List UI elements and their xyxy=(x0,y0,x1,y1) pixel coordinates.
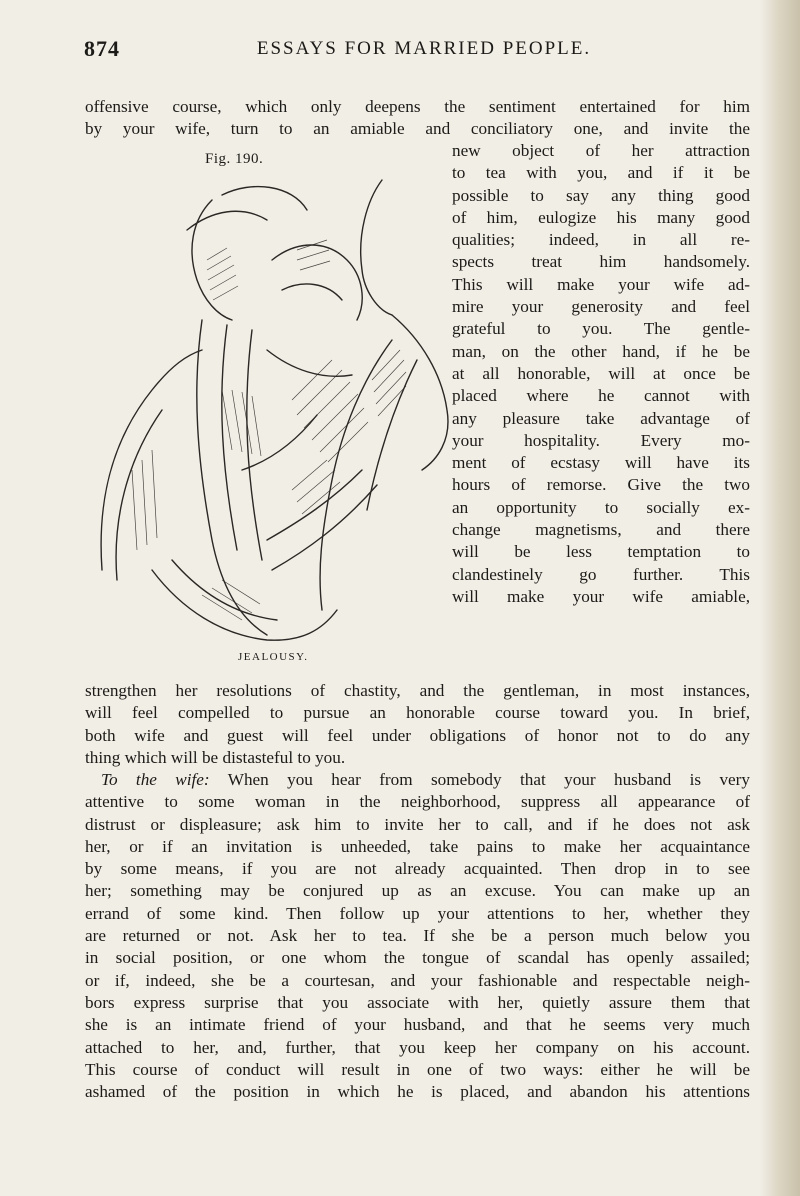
text-line: offensive course, which only deepens the sentiment entertained for him xyxy=(85,97,750,116)
page-edge-shadow xyxy=(760,0,800,1196)
text-line xyxy=(85,769,750,791)
text-line: or if, indeed, she be a courtesan, and your fashionable and respectable neigh- xyxy=(85,970,750,990)
text-line: man, on the other hand, if he be xyxy=(452,341,750,361)
text-line: by some means, if you are not already acquainted. Then drop in to see xyxy=(85,859,750,879)
text-line: This will make your wife ad- xyxy=(452,274,750,294)
text-line: her, or if an invitation is unheeded, take pains to make her acquaintance xyxy=(85,836,750,856)
text-line: of him, eulogize his many good xyxy=(452,207,750,227)
text-line: strengthen her resolutions of chastity, and the gentleman, in most instances, xyxy=(85,681,750,700)
section-lead: To the wife: xyxy=(101,770,210,789)
text-line: she is an intimate friend of your husband, and that he seems very much xyxy=(85,1015,750,1035)
opening-lines xyxy=(85,96,750,141)
text-line: her; something may be conjured up as an excuse. You can make up an xyxy=(85,881,750,901)
text-line: new object of her attraction xyxy=(452,141,750,160)
jealousy-engraving xyxy=(92,140,472,645)
text-line: in social position, or one whom the tongue of scandal has openly assailed; xyxy=(85,948,750,968)
text-line: clandestinely go further. This xyxy=(452,564,750,584)
text-line: hours of remorse. Give the two xyxy=(452,475,750,495)
text-line: will be less temptation to xyxy=(452,542,750,562)
text-line: distrust or displeasure; ask him to invite her to call, and if he does not ask xyxy=(85,814,750,834)
page-number: 874 xyxy=(84,36,120,61)
text-line: will feel compelled to pursue an honorable course toward you. In brief, xyxy=(85,703,750,723)
text-line: ashamed of the position in which he is placed, and abandon his attentions xyxy=(85,1082,750,1102)
figure-label: Fig. 190. xyxy=(205,151,264,167)
text-line: mire your generosity and feel xyxy=(452,297,750,317)
text-line: bors express surprise that you associate with her, quietly assure them that xyxy=(85,992,750,1012)
figure-caption: JEALOUSY. xyxy=(238,651,309,663)
text-line: at all honorable, will at once be xyxy=(452,363,750,383)
page-header xyxy=(84,36,764,66)
text-line: any pleasure take advantage of xyxy=(452,408,750,428)
text-line: attached to her, and, further, that you keep her company on his account. xyxy=(85,1037,750,1057)
text-line: thing which will be distasteful to you. xyxy=(85,747,346,767)
text-line: change magnetisms, and there xyxy=(452,520,750,540)
text-line: to tea with you, and if it be xyxy=(452,163,750,183)
paragraph-to-the-wife xyxy=(85,769,750,1103)
text-line: qualities; indeed, in all re- xyxy=(452,230,750,250)
text-line: placed where he cannot with xyxy=(452,386,750,406)
text-line: errand of some kind. Then follow up your attentions to her, whether they xyxy=(85,903,750,923)
text-line: spects treat him handsomely. xyxy=(452,252,750,272)
text-line: ment of ecstasy will have its xyxy=(452,453,750,473)
text-line: will make your wife amiable, xyxy=(452,586,750,606)
text-run: When you hear from somebody that your husband is very xyxy=(209,770,750,789)
text-line: attentive to some woman in the neighborhood, suppress all appearance of xyxy=(85,792,750,812)
text-line: This course of conduct will result in one of two ways: either he will be xyxy=(85,1059,750,1079)
text-line: both wife and guest will feel under obligations of honor not to do any xyxy=(85,725,750,745)
side-column xyxy=(452,140,750,608)
text-line: are returned or not. Ask her to tea. If she be a person much below you xyxy=(85,926,750,946)
text-line: an opportunity to socially ex- xyxy=(452,497,750,517)
text-line: your hospitality. Every mo- xyxy=(452,430,750,450)
text-line: by your wife, turn to an amiable and conciliatory one, and invite the xyxy=(85,119,750,139)
text-line: possible to say any thing good xyxy=(452,185,750,205)
text-line: grateful to you. The gentle- xyxy=(452,319,750,339)
paragraph-continuation xyxy=(85,680,750,769)
running-title: ESSAYS FOR MARRIED PEOPLE. xyxy=(256,38,592,59)
